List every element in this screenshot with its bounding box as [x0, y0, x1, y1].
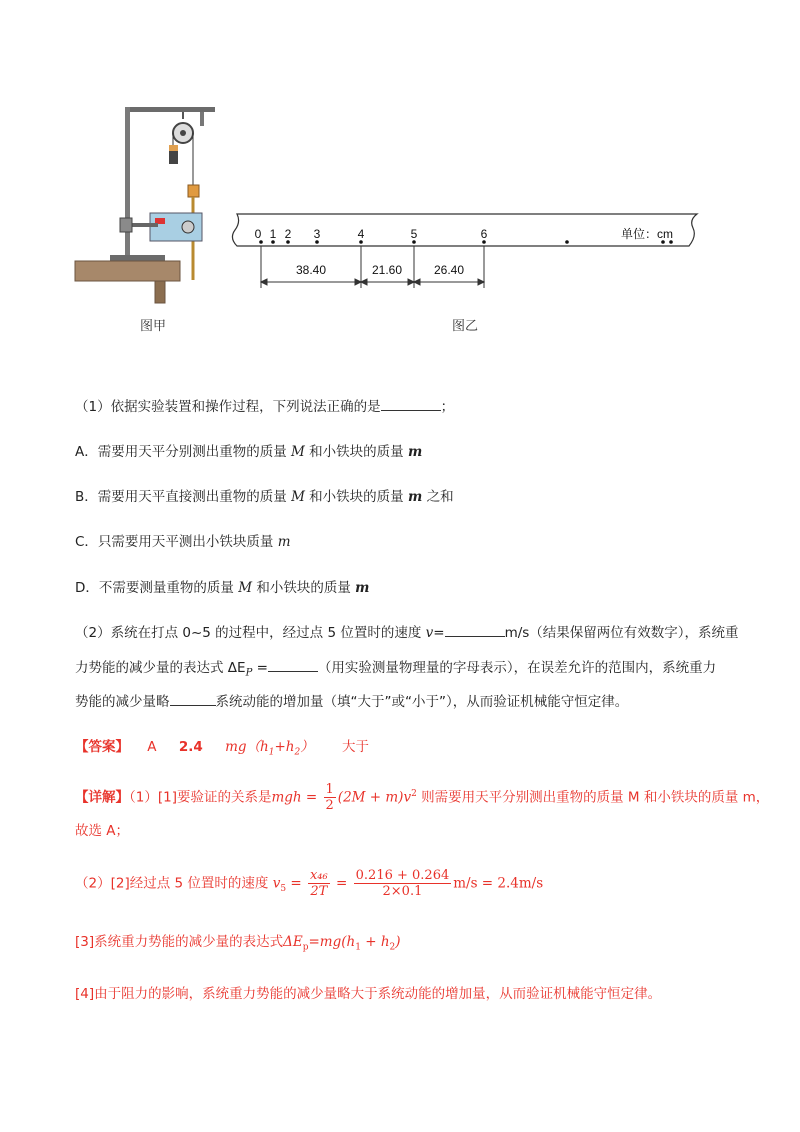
- table: [75, 261, 180, 281]
- dot-extra-1: [565, 240, 569, 244]
- answer-blank: [381, 398, 441, 411]
- compare-blank: [170, 693, 216, 706]
- clamp-rod: [130, 223, 158, 227]
- question-1-stem: （1）依据实验装置和操作过程，下列说法正确的是 ；: [75, 399, 455, 415]
- point-label: 1: [269, 227, 277, 241]
- option-b: B．需要用天平直接测出重物的质量 M 和小铁块的质量 m 之和: [75, 489, 454, 505]
- point-label: 4: [357, 227, 365, 241]
- point-label: 0: [254, 227, 262, 241]
- explanation-line-1b: 故选 A；: [75, 823, 130, 839]
- option-a: A．需要用天平分别测出重物的质量 M 和小铁块的质量 m: [75, 444, 423, 460]
- figure-b-caption: 图乙: [452, 319, 479, 334]
- velocity-blank: [445, 624, 505, 637]
- explanation-line-2: （2）[2]经过点 5 位置时的速度 $v_5$ = $\frac{\text{x₄₆}}{2T}$ = $\frac{0.216 + 0.264}{2\times 0.1}$ m/s = 2.4m/s: [75, 868, 544, 899]
- point-label: 2: [284, 227, 292, 241]
- support-pole: [125, 107, 130, 257]
- apparatus-figure: [70, 95, 220, 310]
- question-2-line-1: （2）系统在打点 0~5 的过程中，经过点 5 位置时的速度 v= m/s（结果保留两位有效数字），系统重: [75, 625, 739, 641]
- velocity-formula-fraction: $\frac{\text{x₄₆}}{2T}$: [309, 868, 328, 899]
- answer-line: 【答案】 A 2.4 $mg(h_1+h_2)$ 大于: [75, 739, 369, 758]
- option-c: C．只需要用天平测出小铁块质量 m: [75, 534, 291, 550]
- point-label: 3: [313, 227, 321, 241]
- half-fraction: $\frac{1}{2}$: [325, 782, 334, 813]
- option-d: D．不需要测量重物的质量 M 和小铁块的质量 m: [75, 580, 370, 596]
- distance-label: 26.40: [433, 263, 465, 277]
- paper-tape-figure: [225, 210, 710, 290]
- velocity-value-fraction: $\frac{0.216 + 0.264}{2\times 0.1}$: [355, 868, 450, 899]
- distance-label: 38.40: [295, 263, 327, 277]
- explanation-line-3: [3]系统重力势能的减少量的表达式$\Delta E_p=mg(h_1 + h_2)$: [75, 934, 401, 953]
- question-2-line-2: 力势能的减少量的表达式 $\Delta E_P$ = （用实验测量物理量的字母表示），在误差允许的范围内，系统重力: [75, 660, 717, 679]
- question-2-line-3: 势能的减少量略 系统动能的增加量（填“大于”或“小于”），从而验证机械能守恒定律。: [75, 694, 629, 710]
- explanation-line-4: [4]由于阻力的影响，系统重力势能的减少量略大于系统动能的增加量，从而验证机械能守恒定律。: [75, 986, 662, 1002]
- pulley-bracket: [200, 112, 204, 126]
- unit-label: 单位：cm: [621, 227, 673, 241]
- heavy-weight: [188, 185, 199, 197]
- point-label: 5: [410, 227, 418, 241]
- distance-label: 21.60: [371, 263, 403, 277]
- figure-a-caption: 图甲: [140, 319, 167, 334]
- clamp: [120, 218, 132, 232]
- energy-blank: [268, 659, 318, 672]
- support-crossbar: [125, 107, 215, 112]
- explanation-line-1: 【详解】（1）[1]要验证的关系是mgh = $\frac{1}{2}$ $(2M + m)v^2$ 则需要用天平分别测出重物的质量 M 和小铁块的质量 m，: [75, 782, 770, 813]
- point-label: 6: [480, 227, 488, 241]
- iron-block: [169, 150, 178, 164]
- stand-base: [110, 255, 165, 261]
